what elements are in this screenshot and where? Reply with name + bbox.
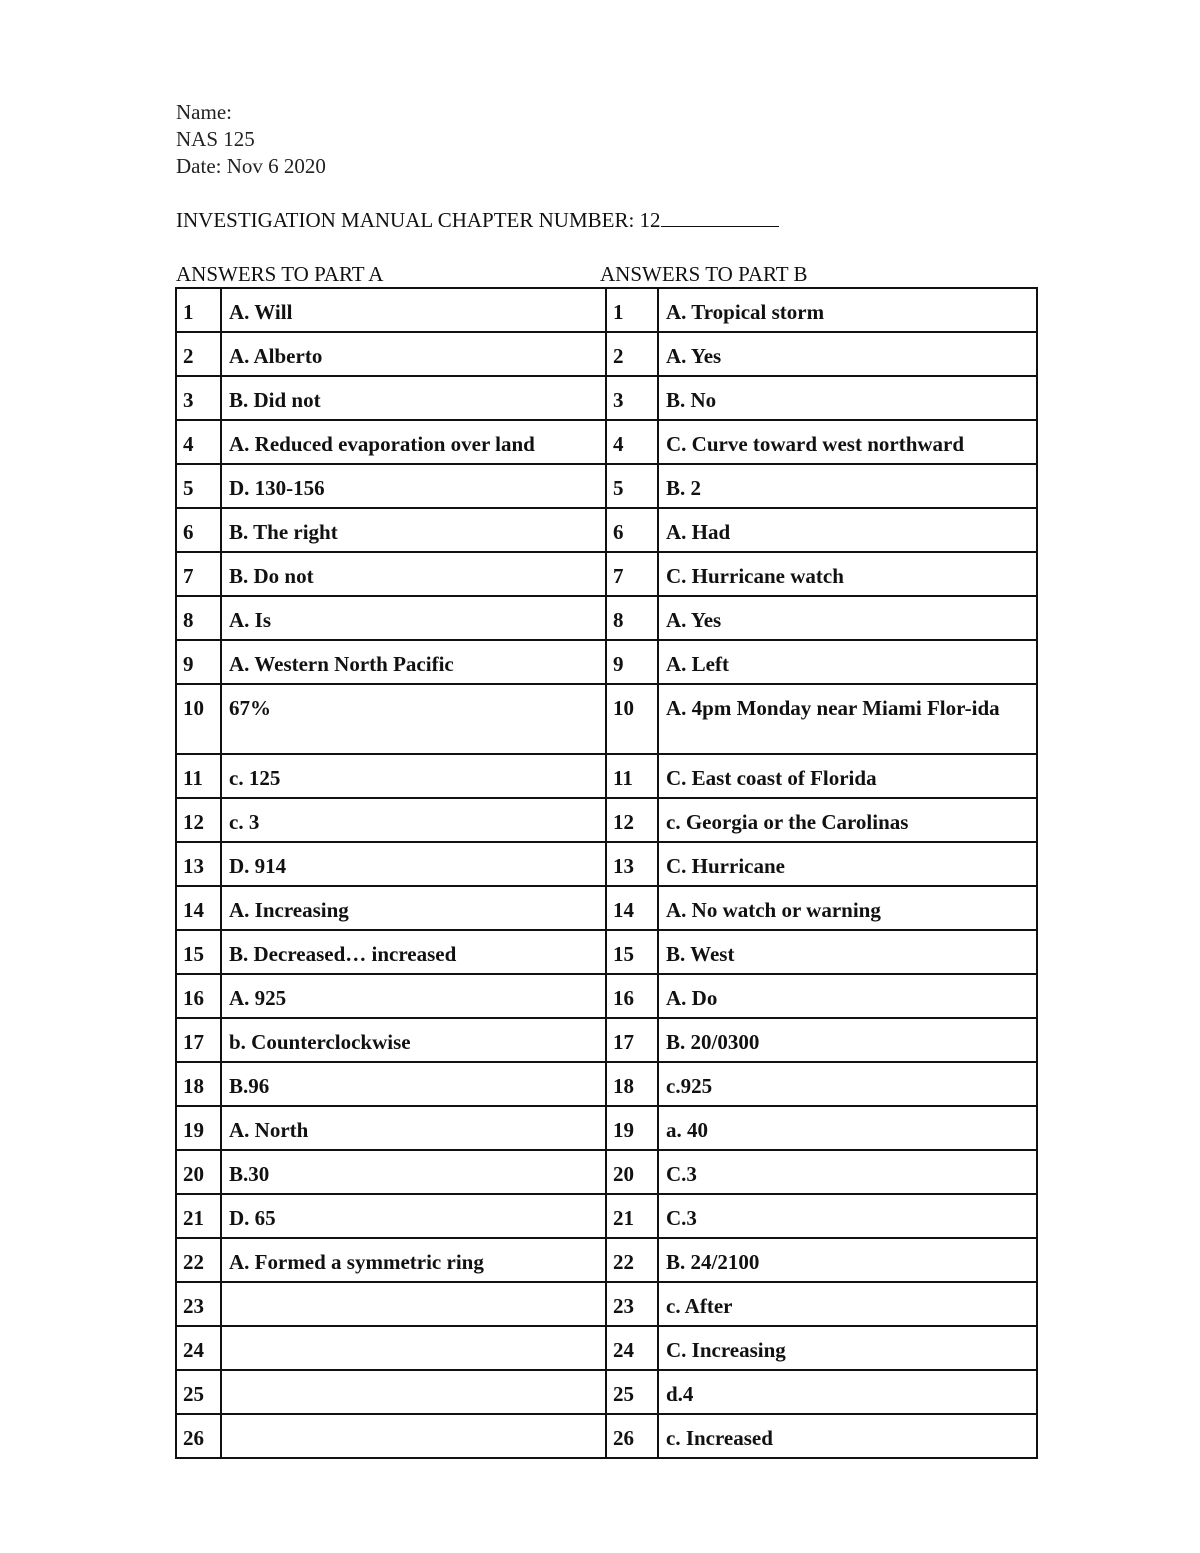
- part-a-question-number: 4: [176, 420, 221, 464]
- part-a-answer-cell: B. Decreased… increased: [221, 930, 606, 974]
- part-b-question-number: 15: [606, 930, 658, 974]
- part-a-question-number: 15: [176, 930, 221, 974]
- part-b-answer-cell: C. Curve toward west northward: [658, 420, 1037, 464]
- part-b-answer-cell: C. Increasing: [658, 1326, 1037, 1370]
- part-b-answer-cell: A. No watch or warning: [658, 886, 1037, 930]
- course-label: NAS 125: [176, 127, 255, 151]
- table-row: [176, 376, 1037, 420]
- table-row: [176, 1018, 1037, 1062]
- table-row: [176, 842, 1037, 886]
- part-b-question-number: 6: [606, 508, 658, 552]
- part-a-question-number: 6: [176, 508, 221, 552]
- name-label: Name:: [176, 100, 232, 124]
- part-a-question-number: 13: [176, 842, 221, 886]
- table-row: [176, 464, 1037, 508]
- part-b-answer-cell: c.925: [658, 1062, 1037, 1106]
- part-a-answer-cell: B. Did not: [221, 376, 606, 420]
- part-b-answer-cell: B. 20/0300: [658, 1018, 1037, 1062]
- part-b-question-number: 5: [606, 464, 658, 508]
- table-row: [176, 1282, 1037, 1326]
- part-b-question-number: 9: [606, 640, 658, 684]
- part-a-answer-cell: b. Counterclockwise: [221, 1018, 606, 1062]
- part-b-answer-cell: B. 2: [658, 464, 1037, 508]
- part-a-question-number: 20: [176, 1150, 221, 1194]
- part-a-question-number: 9: [176, 640, 221, 684]
- part-a-answer-cell: A. North: [221, 1106, 606, 1150]
- part-a-question-number: 21: [176, 1194, 221, 1238]
- part-b-question-number: 11: [606, 754, 658, 798]
- part-b-answer-cell: A. Left: [658, 640, 1037, 684]
- table-row: [176, 332, 1037, 376]
- part-a-question-number: 19: [176, 1106, 221, 1150]
- date-label: Date: Nov 6 2020: [176, 154, 326, 178]
- part-b-answer-cell: c. Georgia or the Carolinas: [658, 798, 1037, 842]
- table-row: [176, 508, 1037, 552]
- part-a-answer-cell: A. Alberto: [221, 332, 606, 376]
- chapter-blank-underline: [661, 225, 779, 227]
- table-row: [176, 1106, 1037, 1150]
- part-b-answer-cell: A. Yes: [658, 596, 1037, 640]
- part-b-question-number: 17: [606, 1018, 658, 1062]
- part-a-question-number: 16: [176, 974, 221, 1018]
- table-row: [176, 1326, 1037, 1370]
- part-b-question-number: 22: [606, 1238, 658, 1282]
- table-row: [176, 420, 1037, 464]
- part-b-answer-cell: C. Hurricane watch: [658, 552, 1037, 596]
- table-row: [176, 684, 1037, 754]
- part-b-answer-cell: C.3: [658, 1150, 1037, 1194]
- part-a-question-number: 12: [176, 798, 221, 842]
- part-a-answer-cell: A. Will: [221, 288, 606, 332]
- part-b-question-number: 19: [606, 1106, 658, 1150]
- table-row: [176, 1150, 1037, 1194]
- part-a-question-number: 2: [176, 332, 221, 376]
- part-b-answer-cell: d.4: [658, 1370, 1037, 1414]
- part-b-answer-cell: C. Hurricane: [658, 842, 1037, 886]
- part-a-question-number: 25: [176, 1370, 221, 1414]
- part-b-answer-cell: A. Yes: [658, 332, 1037, 376]
- part-b-answer-cell: A. Tropical storm: [658, 288, 1037, 332]
- part-a-answer-cell: B.30: [221, 1150, 606, 1194]
- part-b-question-number: 12: [606, 798, 658, 842]
- part-a-answer-cell: A. Increasing: [221, 886, 606, 930]
- table-row: [176, 886, 1037, 930]
- part-b-question-number: 21: [606, 1194, 658, 1238]
- part-a-question-number: 26: [176, 1414, 221, 1458]
- part-a-question-number: 7: [176, 552, 221, 596]
- part-a-heading: ANSWERS TO PART A: [176, 262, 384, 286]
- part-b-question-number: 7: [606, 552, 658, 596]
- part-a-answer-cell: A. Reduced evaporation over land: [221, 420, 606, 464]
- part-b-answer-cell: C. East coast of Florida: [658, 754, 1037, 798]
- part-a-question-number: 17: [176, 1018, 221, 1062]
- part-b-question-number: 1: [606, 288, 658, 332]
- part-a-answer-cell: A. 925: [221, 974, 606, 1018]
- part-b-answer-cell: a. 40: [658, 1106, 1037, 1150]
- part-b-answer-cell: A. 4pm Monday near Miami Flor-ida: [658, 684, 1037, 754]
- part-a-answer-cell: B. Do not: [221, 552, 606, 596]
- table-row: [176, 1194, 1037, 1238]
- part-b-question-number: 8: [606, 596, 658, 640]
- part-a-answer-cell: D. 65: [221, 1194, 606, 1238]
- part-b-question-number: 10: [606, 684, 658, 754]
- table-row: [176, 798, 1037, 842]
- part-a-answer-cell: [221, 1282, 606, 1326]
- table-row: [176, 754, 1037, 798]
- part-b-answer-cell: C.3: [658, 1194, 1037, 1238]
- part-b-question-number: 16: [606, 974, 658, 1018]
- part-a-question-number: 11: [176, 754, 221, 798]
- table-row: [176, 1062, 1037, 1106]
- table-row: [176, 288, 1037, 332]
- part-a-question-number: 1: [176, 288, 221, 332]
- table-row: [176, 1238, 1037, 1282]
- part-a-answer-cell: D. 914: [221, 842, 606, 886]
- part-a-answer-cell: 67%: [221, 684, 606, 754]
- part-a-answer-cell: B. The right: [221, 508, 606, 552]
- part-a-answer-cell: [221, 1326, 606, 1370]
- part-b-question-number: 2: [606, 332, 658, 376]
- part-a-answer-cell: A. Western North Pacific: [221, 640, 606, 684]
- part-a-answer-cell: c. 125: [221, 754, 606, 798]
- part-a-question-number: 22: [176, 1238, 221, 1282]
- part-a-question-number: 24: [176, 1326, 221, 1370]
- part-b-question-number: 20: [606, 1150, 658, 1194]
- part-a-answer-cell: A. Formed a symmetric ring: [221, 1238, 606, 1282]
- chapter-label: INVESTIGATION MANUAL CHAPTER NUMBER: 12: [176, 208, 661, 232]
- part-a-answer-cell: A. Is: [221, 596, 606, 640]
- part-a-answer-cell: [221, 1370, 606, 1414]
- part-b-question-number: 4: [606, 420, 658, 464]
- part-b-answer-cell: A. Had: [658, 508, 1037, 552]
- part-b-question-number: 3: [606, 376, 658, 420]
- table-row: [176, 1370, 1037, 1414]
- part-a-question-number: 18: [176, 1062, 221, 1106]
- answers-table-body: [176, 288, 1037, 1458]
- part-b-question-number: 13: [606, 842, 658, 886]
- part-a-question-number: 8: [176, 596, 221, 640]
- part-a-answer-cell: D. 130-156: [221, 464, 606, 508]
- part-b-answer-cell: c. After: [658, 1282, 1037, 1326]
- part-b-question-number: 14: [606, 886, 658, 930]
- part-b-answer-cell: c. Increased: [658, 1414, 1037, 1458]
- part-a-answer-cell: [221, 1414, 606, 1458]
- answers-table: [175, 287, 1038, 1459]
- table-row: [176, 930, 1037, 974]
- table-row: [176, 640, 1037, 684]
- part-a-answer-cell: c. 3: [221, 798, 606, 842]
- table-row: [176, 596, 1037, 640]
- part-a-question-number: 23: [176, 1282, 221, 1326]
- part-b-question-number: 23: [606, 1282, 658, 1326]
- part-a-question-number: 3: [176, 376, 221, 420]
- part-b-heading: ANSWERS TO PART B: [600, 262, 808, 286]
- part-b-question-number: 26: [606, 1414, 658, 1458]
- part-a-answer-cell: B.96: [221, 1062, 606, 1106]
- part-b-answer-cell: A. Do: [658, 974, 1037, 1018]
- table-row: [176, 1414, 1037, 1458]
- part-b-question-number: 18: [606, 1062, 658, 1106]
- part-b-answer-cell: B. No: [658, 376, 1037, 420]
- part-b-answer-cell: B. 24/2100: [658, 1238, 1037, 1282]
- part-a-question-number: 5: [176, 464, 221, 508]
- part-b-question-number: 24: [606, 1326, 658, 1370]
- part-a-question-number: 14: [176, 886, 221, 930]
- part-a-question-number: 10: [176, 684, 221, 754]
- part-b-answer-cell: B. West: [658, 930, 1037, 974]
- chapter-number-line: [176, 208, 779, 233]
- table-row: [176, 974, 1037, 1018]
- table-row: [176, 552, 1037, 596]
- part-b-question-number: 25: [606, 1370, 658, 1414]
